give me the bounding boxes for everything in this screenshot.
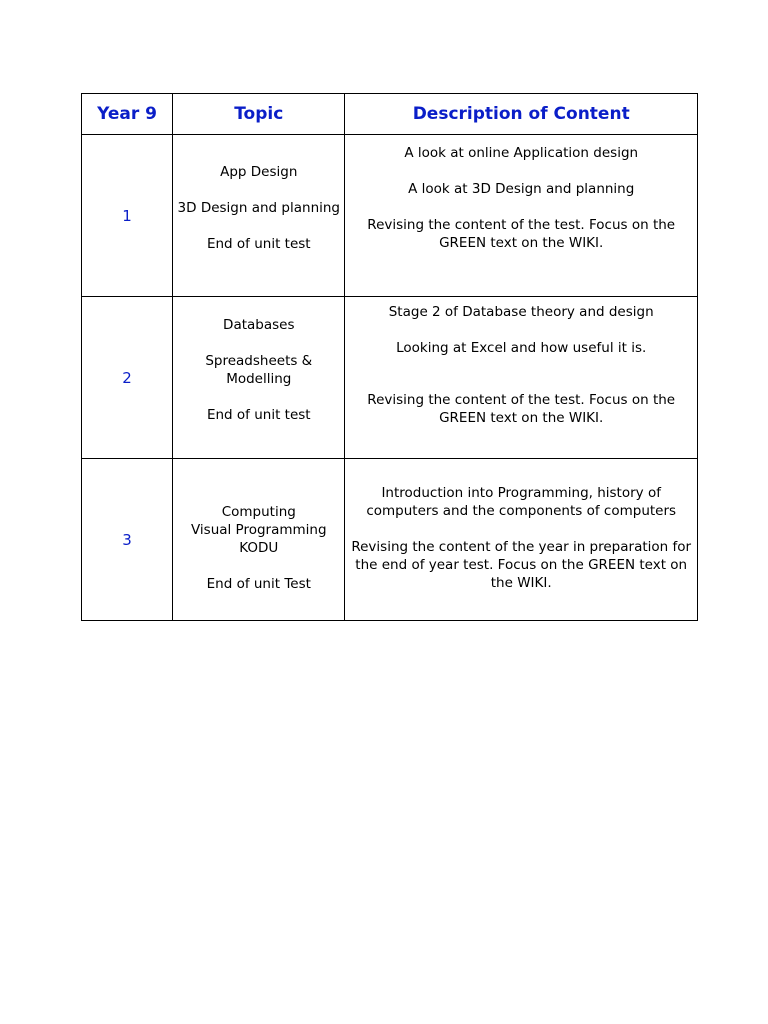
description-item: A look at online Application design	[404, 144, 639, 161]
topic-item: KODU	[239, 539, 279, 556]
curriculum-table	[81, 93, 698, 621]
description-cell	[345, 297, 698, 459]
topic-item: App Design	[220, 163, 298, 180]
description-item: A look at 3D Design and planning	[408, 180, 635, 197]
topic-item: Computing	[221, 503, 296, 520]
term-number: 1	[82, 135, 173, 297]
description-cell	[345, 135, 698, 297]
topic-item: Databases	[223, 316, 295, 333]
description-item: Looking at Excel and how useful it is.	[396, 339, 647, 356]
topic-cell	[173, 459, 345, 621]
description-item: Introduction into Programming, history of computers and the components of computers	[366, 484, 677, 519]
topic-item: End of unit test	[206, 235, 311, 252]
description-cell	[345, 459, 698, 621]
term-number: 3	[82, 459, 173, 621]
table-header-row	[82, 94, 698, 135]
description-item: Stage 2 of Database theory and design	[388, 303, 654, 320]
description-item: Revising the content of the year in preparation for the end of year test. Focus on the GREEN text on the WIKI.	[351, 538, 692, 591]
topic-cell	[173, 135, 345, 297]
term-number: 2	[82, 297, 173, 459]
topic-item: 3D Design and planning	[177, 199, 340, 216]
description-item: Revising the content of the test. Focus on the GREEN text on the WIKI.	[367, 391, 676, 426]
header-description: Description of Content	[345, 94, 698, 135]
table-row	[82, 135, 698, 297]
header-topic: Topic	[173, 94, 345, 135]
topic-cell	[173, 297, 345, 459]
topic-item: Visual Programming	[190, 521, 327, 538]
table-row	[82, 459, 698, 621]
topic-item: End of unit Test	[206, 575, 311, 592]
topic-item: End of unit test	[206, 406, 311, 423]
topic-item: Spreadsheets & Modelling	[205, 352, 313, 387]
header-year: Year 9	[82, 94, 173, 135]
table-row	[82, 297, 698, 459]
description-item: Revising the content of the test. Focus on the GREEN text on the WIKI.	[367, 216, 676, 251]
